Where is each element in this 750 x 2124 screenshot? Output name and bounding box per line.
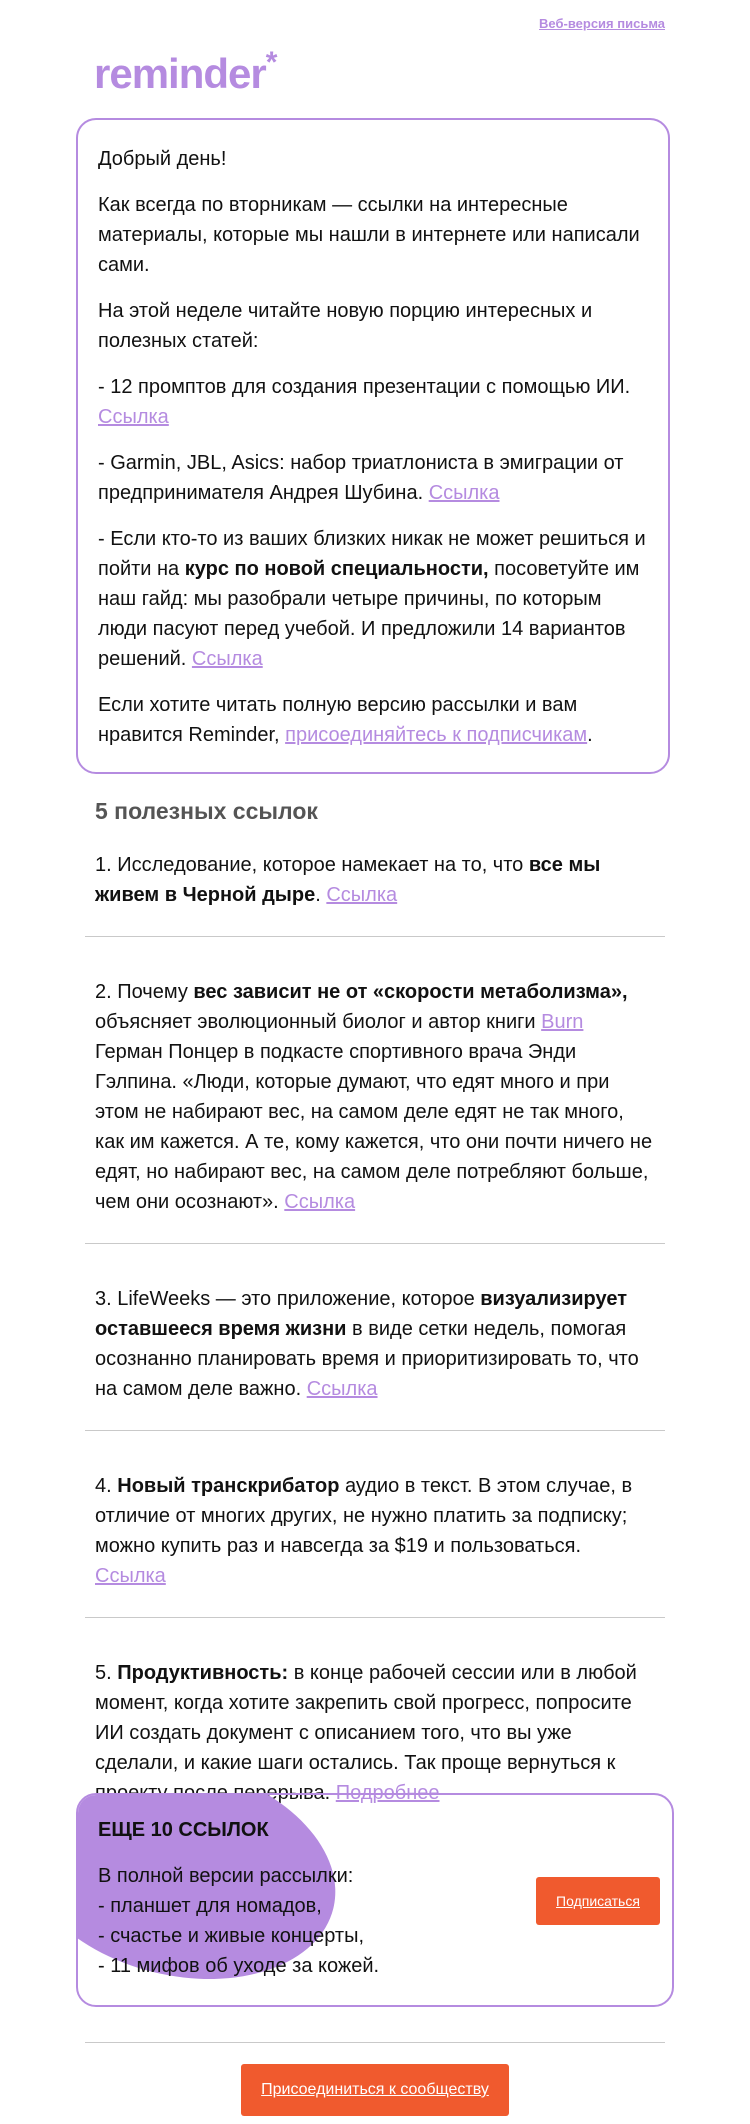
item-link[interactable]: Ссылка [95, 1565, 166, 1587]
intro-item-3-link[interactable]: Ссылка [191, 648, 263, 670]
item-text: 1. Исследование, которое намекает на то, что [95, 854, 529, 876]
item-text: 4. [95, 1475, 118, 1497]
greeting: Добрый день! [98, 148, 227, 170]
promo-line: - счастье и живые концерты, [98, 1925, 365, 1947]
subscribe-button[interactable]: Подписаться [536, 1877, 660, 1925]
item-link[interactable]: Ссылка [306, 1378, 378, 1400]
join-community-button[interactable]: Присоединиться к сообществу [241, 2064, 509, 2116]
logo-text: reminder [94, 50, 266, 97]
item-link[interactable]: Подробнее [335, 1782, 440, 1804]
intro-item-3-text-a: - Если кто-то из ваших близких никак не может решиться и пойти на [98, 528, 646, 580]
item-text: в виде сетки недель, помогая осознанно планировать время и приоритизировать то, что на самом деле важно. [95, 1318, 639, 1400]
promo-title: ЕЩЕ 10 ССЫЛОК [98, 1819, 269, 1841]
promo-text [98, 1815, 379, 1981]
divider [85, 2042, 665, 2043]
intro-item-3 [98, 524, 648, 674]
item-text: объясняет эволюционный биолог и автор книги [95, 1011, 542, 1033]
item-bold: все мы живем в Черной дыре [95, 854, 601, 906]
item-text: Герман Понцер в подкасте спортивного врача Энди Гэлпина. «Люди, которые думают, что едят много и при этом не набирают вес, на самом деле едят не так много, как им кажется. А те, кому кажется, что они почти ничего не едят, но набирают вес, на самом деле потребляют больше, чем они осознают». [95, 1041, 653, 1213]
intro-item-2-text: - Garmin, JBL, Asics: набор триатлониста в эмиграции от предпринимателя Андрея Шубина. [98, 452, 624, 504]
item-bold: Продуктивность: [117, 1662, 289, 1684]
intro-closing-end: . [587, 724, 593, 746]
burn-book-link[interactable]: Burn [541, 1011, 584, 1033]
list-item [85, 977, 665, 1244]
reminder-logo [94, 46, 277, 98]
item-text: 2. Почему [95, 981, 194, 1003]
intro-paragraph-2: На этой неделе читайте новую порцию интересных и полезных статей: [98, 300, 593, 352]
links-list [85, 850, 665, 1834]
promo-line: - планшет для номадов, [98, 1895, 322, 1917]
promo-card [76, 1793, 674, 2007]
intro-paragraph-1: Как всегда по вторникам — ссылки на интересные материалы, которые мы нашли в интернете или написали сами. [98, 194, 640, 276]
intro-closing-text: Если хотите читать полную версию рассылки и вам нравится Reminder, [98, 694, 578, 746]
web-version-link[interactable]: Веб-версия письма [539, 16, 665, 31]
intro-item-2-link[interactable]: Ссылка [428, 482, 500, 504]
item-bold: Новый транскрибатор [117, 1475, 340, 1497]
intro-item-3-text-b: посоветуйте им наш гайд: мы разобрали четыре причины, по которым люди пасуют перед учебой. И предложили 14 вариантов решений. [98, 558, 640, 670]
item-text: . [315, 884, 327, 906]
item-text: 5. [95, 1662, 118, 1684]
intro-card [76, 118, 670, 774]
item-bold: визуализирует оставшееся время жизни [95, 1288, 627, 1340]
item-text: в конце рабочей сессии или в любой момент, когда хотите закрепить свой прогресс, попросите ИИ создать документ с описанием того, что вы уже сделали, и какие шаги остались. Так проще вернуться к проекту после перерыва. [95, 1662, 637, 1804]
promo-line: - 11 мифов об уходе за кожей. [98, 1955, 380, 1977]
promo-line: В полной версии рассылки: [98, 1865, 354, 1887]
intro-item-1-text: - 12 промптов для создания презентации с помощью ИИ. [98, 376, 631, 398]
intro-item-1-link[interactable]: Ссылка [98, 406, 169, 428]
logo-star: * [265, 46, 277, 79]
item-bold: вес зависит не от «скорости метаболизма», [193, 981, 628, 1003]
intro-item-1 [98, 372, 648, 432]
intro-item-3-bold: курс по новой специальности, [184, 558, 489, 580]
intro-item-2 [98, 448, 648, 508]
item-text: аудио в текст. В этом случае, в отличие от многих других, не нужно платить за подписку; можно купить раз и навсегда за $19 и пользоваться. [95, 1475, 633, 1557]
intro-closing [98, 690, 648, 750]
promo-body [98, 1861, 379, 1981]
join-subscribers-link[interactable]: присоединяйтесь к подписчикам [285, 724, 588, 746]
item-link[interactable]: Ссылка [326, 884, 398, 906]
item-text: 3. LifeWeeks — это приложение, которое [95, 1288, 481, 1310]
item-link[interactable]: Ссылка [284, 1191, 356, 1213]
list-item [85, 850, 665, 937]
list-item [85, 1471, 665, 1618]
links-section-title: 5 полезных ссылок [95, 798, 318, 824]
list-item [85, 1284, 665, 1431]
